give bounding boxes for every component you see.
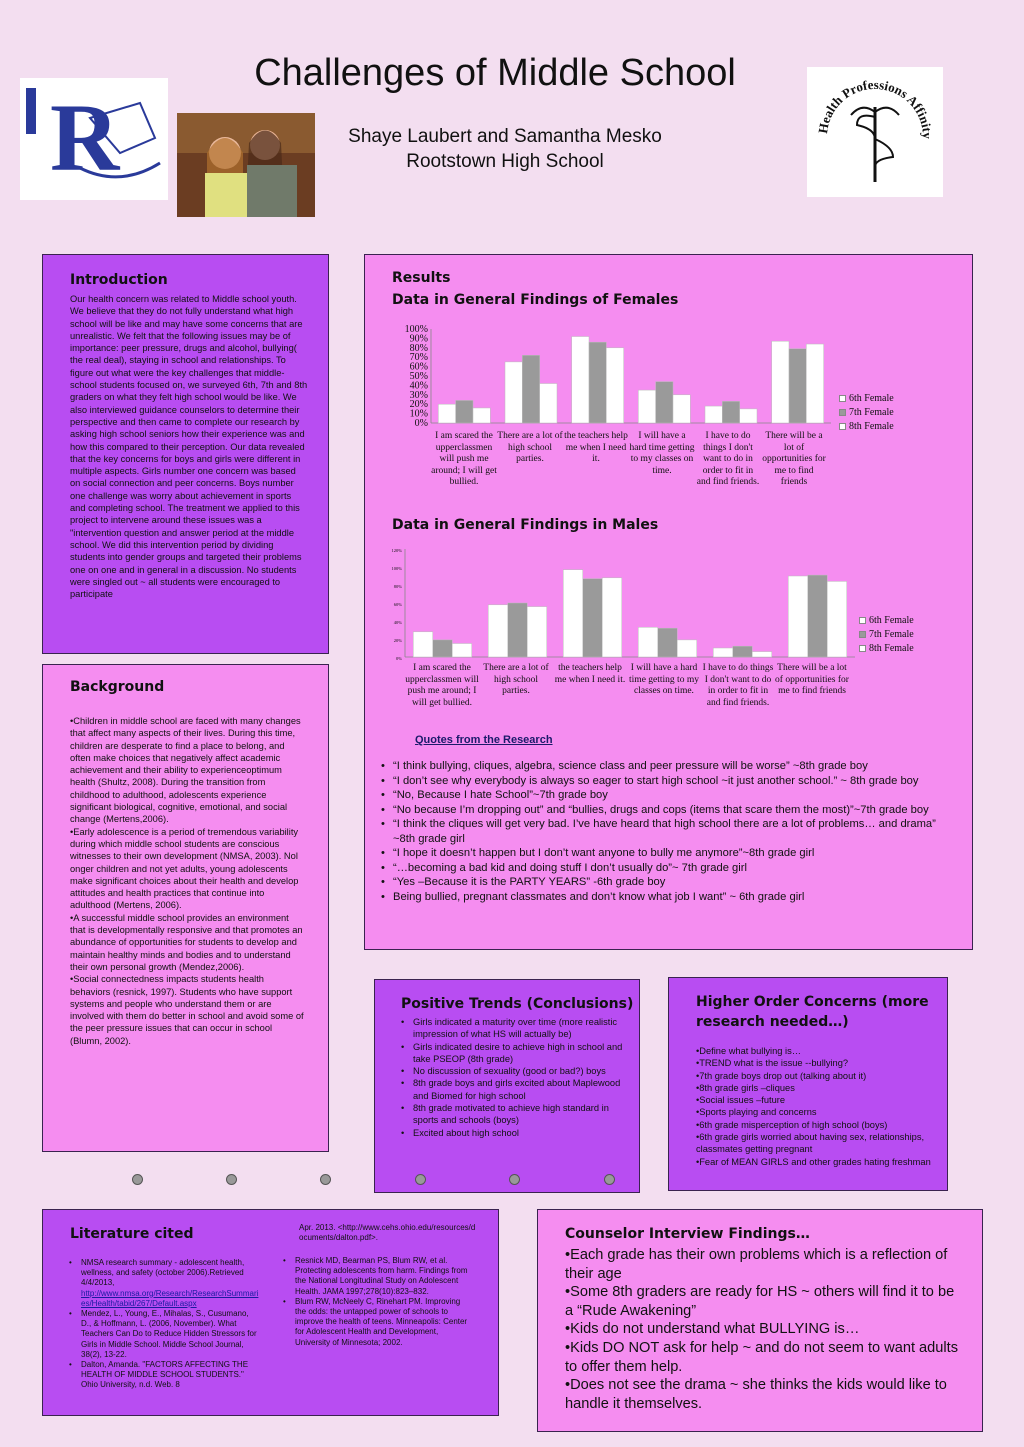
y-tick-label: 60% <box>393 602 402 607</box>
bar-6th-female <box>705 406 722 423</box>
bar-7th-female <box>522 355 539 423</box>
y-tick-label: 40% <box>409 380 428 392</box>
category-label: the teachers help me when I need it. <box>564 431 628 464</box>
background-heading: Background <box>70 679 165 695</box>
counselor-heading: Counselor Interview Findings… <box>565 1226 810 1242</box>
category-label: There are a lot of high school parties. <box>497 431 563 464</box>
bar-7th-female <box>658 628 678 657</box>
females-legend <box>839 391 894 433</box>
concern-item: •Fear of MEAN GIRLS and other grades hating freshman <box>696 1156 931 1167</box>
reference-link[interactable]: http://www.nmsa.org/Research/ResearchSummaries/Health/tabid/267/Default.aspx <box>81 1288 259 1308</box>
reference-item: • Dalton, Amanda. "FACTORS AFFECTING THE HEALTH OF MIDDLE SCHOOL STUDENTS." Ohio University, n.d. Web. 8 <box>69 1360 259 1391</box>
bar-7th-female <box>789 349 806 423</box>
males-legend <box>859 613 914 655</box>
legend-swatch <box>859 631 866 638</box>
results-heading: Results <box>392 270 451 286</box>
females-category-labels <box>431 431 831 489</box>
y-tick-label: 40% <box>393 620 402 625</box>
concerns-list <box>696 1045 936 1168</box>
bar-6th-female <box>638 627 658 657</box>
author-photo <box>177 113 315 217</box>
legend-item: 7th Female <box>859 627 914 641</box>
bar-6th-female <box>505 362 522 423</box>
y-tick-label: 20% <box>409 399 428 411</box>
bar-8th-female <box>752 652 772 657</box>
literature-heading: Literature cited <box>70 1226 194 1242</box>
concern-item: •6th grade misperception of high school (boys) <box>696 1119 888 1130</box>
conclusion-item: • 8th grade motivated to achieve high standard in sports and schools (boys) <box>401 1102 623 1127</box>
literature-panel <box>42 1209 499 1416</box>
bar-8th-female <box>540 384 557 423</box>
literature-right-list <box>283 1256 473 1348</box>
reference-item: • NMSA research summary - adolescent health, wellness, and safety (october 2006).Retrieved 4/4/2013, http://www.nmsa.org/Research/ResearchSummaries/Health/tabid/267/Default.aspx <box>69 1258 259 1309</box>
counselor-list <box>565 1246 965 1413</box>
background-list <box>70 715 305 1047</box>
category-label: There will be a lot of opportunities for me to find friends <box>762 431 826 487</box>
poster-authors: Shaye Laubert and Samantha Mesko <box>348 126 662 147</box>
concern-item: •8th grade girls –cliques <box>696 1082 795 1093</box>
y-tick-label: 80% <box>393 584 402 589</box>
category-label: the teachers help me when I need it. <box>554 663 626 685</box>
concern-item: •Social issues –future <box>696 1095 786 1106</box>
introduction-text: Our health concern was related to Middle school youth. We believe that they do not fully understand what high school will be like and may have some concerns that are unrealistic. We felt that the following issues may be of importance: peer pressure, drugs and alcohol, bullying( the real deal), staying in school and relationships. To figure out what were the key challenges that middle-school students focused on, we surveyed 6th, 7th and 8th graders on what they felt high school would be like. We also interviewed guidance counselors to determine their perspective and then came to complete our research by asking high school seniors how their experience was and how this compared to their perception. Our data revealed that the key concerns for boys and girls were different in multiple aspects. Girls number one concern was based on social connection and peer concerns. Boys number one challenge was worry about achievement in sports and completing school. The treatment we applied to this project to intervene around these issues was a "intervention question and answer period at the middle school. We did this intervention period by dividing students into gender groups and targeted their problems one on one and in general in a discussion. No students were singled out ~ all students were encouraged to participate <box>70 294 308 600</box>
bar-6th-female <box>572 337 589 423</box>
concern-item: •6th grade girls worried about having sex, relationships, classmates getting pregnant <box>696 1132 925 1155</box>
school-logo <box>20 78 168 200</box>
health-professions-logo <box>807 67 943 197</box>
bar-8th-female <box>673 395 690 423</box>
bar-6th-female <box>438 404 455 423</box>
y-tick-label: 100% <box>391 566 402 571</box>
background-item: •Early adolescence is a period of tremendous variability during which middle school students are conscious witnesses to their own development (NMSA, 2003). Nol onger children and not yet adults, young adolescents make significant choices about their health and develop attitudes and health practices that continue into adulthood (Mertens, 2006). <box>70 826 299 911</box>
bar-6th-female <box>788 576 808 657</box>
y-tick-label: 0% <box>396 656 402 661</box>
decorative-dot <box>415 1174 426 1185</box>
bar-6th-female <box>563 570 583 657</box>
introduction-panel <box>42 254 329 654</box>
females-chart <box>385 321 835 427</box>
counselor-item: •Does not see the drama ~ she thinks the kids would like to handle it themselves. <box>565 1377 947 1412</box>
category-label: There are a lot of high school parties. <box>483 663 549 696</box>
quote-item: • “…becoming a bad kid and doing stuff I don’t usually do”~ 7th grade girl <box>381 861 961 876</box>
y-tick-label: 30% <box>409 389 428 401</box>
conclusion-item: • No discussion of sexuality (good or bad?) boys <box>401 1065 623 1077</box>
conclusions-heading: Positive Trends (Conclusions) <box>401 996 634 1012</box>
y-tick-label: 100% <box>404 324 428 335</box>
bar-8th-female <box>740 409 757 423</box>
reference-item: • Blum RW, McNeely C, Rinehart PM. Improving the odds: the untapped power of schools to improve the health of teens. Minneapolis: Center for Adolescent Health and Development, University of Minnesota; 2002. <box>283 1297 473 1348</box>
y-tick-label: 50% <box>409 371 428 382</box>
conclusion-item: • Girls indicated desire to achieve high in school and take PSEOP (8th grade) <box>401 1041 623 1066</box>
y-tick-label: 80% <box>409 342 428 354</box>
concern-item: •7th grade boys drop out (talking about it) <box>696 1070 867 1081</box>
literature-left-list <box>69 1258 259 1391</box>
category-label: I will have a hard time getting to my classes on time. <box>629 663 699 696</box>
category-label: I have to do things I don't want to do in order to fit in and find friends. <box>696 431 760 487</box>
poster-title: Challenges of Middle School <box>254 52 736 94</box>
background-item: •Children in middle school are faced with many changes that affect many aspects of their lives. During this time, children are desperate to find a place to belong, and often make choices that negatively affect academic achievement and their ability to experienceoptimum health (Shultz, 2008). During the transition from childhood to adulthood, adolescents experience significant biological, cognitive, emotional, and social change (Mertens,2006). <box>70 716 301 825</box>
y-tick-label: 90% <box>409 333 428 345</box>
bar-6th-female <box>713 648 733 657</box>
conclusion-item: • Girls indicated a maturity over time (more realistic impression of what HS will actually be) <box>401 1016 623 1041</box>
legend-swatch <box>859 645 866 652</box>
results-panel <box>364 254 973 950</box>
quote-item: • “I think bullying, cliques, algebra, science class and peer pressure will be worse” ~8th grade boy <box>381 759 961 774</box>
decorative-dot <box>604 1174 615 1185</box>
bar-8th-female <box>827 581 847 657</box>
males-category-labels <box>405 663 855 709</box>
y-tick-label: 60% <box>409 361 428 373</box>
background-panel <box>42 664 329 1152</box>
quote-item: • “I don’t see why everybody is always so eager to start high school ~it just another school.” ~ 8th grade boy <box>381 774 961 789</box>
legend-swatch <box>839 423 846 430</box>
chart1-title: Data in General Findings of Females <box>392 292 679 308</box>
category-label: I have to do things I don't want to do in order to fit in and find friends. <box>702 663 774 708</box>
svg-text:R: R <box>50 84 120 191</box>
bar-6th-female <box>772 341 789 423</box>
literature-right-intro: Apr. 2013. <http://www.cehs.ohio.edu/resources/documents/dalton.pdf>. <box>299 1223 476 1243</box>
conclusions-list <box>401 1016 623 1139</box>
counselor-item: •Each grade has their own problems which is a reflection of their age <box>565 1247 948 1282</box>
decorative-dot <box>509 1174 520 1185</box>
bar-8th-female <box>677 640 697 657</box>
legend-item: 6th Female <box>859 613 914 627</box>
bar-6th-female <box>638 390 655 423</box>
quote-item: • “I hope it doesn’t happen but I don’t want anyone to bully me anymore”~8th grade girl <box>381 846 961 861</box>
bar-8th-female <box>602 578 622 657</box>
decorative-dot <box>226 1174 237 1185</box>
background-item: •A successful middle school provides an environment that is developmentally responsive and that promotes an abundance of opportunities for students to develop and maintain healthy minds and bodies and to understand their own personal growth (Mendez,2006). <box>70 912 303 972</box>
counselor-item: •Kids DO NOT ask for help ~ and do not seem to want adults to offer them help. <box>565 1339 958 1375</box>
legend-item: 7th Female <box>839 405 894 419</box>
counselor-panel <box>537 1209 983 1432</box>
conclusions-panel <box>374 979 640 1193</box>
bar-8th-female <box>606 348 623 423</box>
bar-8th-female <box>473 408 490 423</box>
legend-swatch <box>839 395 846 402</box>
bar-7th-female <box>656 382 673 423</box>
counselor-item: •Kids do not understand what BULLYING is… <box>565 1321 860 1338</box>
bar-7th-female <box>433 640 453 657</box>
quote-item: • “No, Because I hate School”~7th grade boy <box>381 788 961 803</box>
introduction-heading: Introduction <box>70 272 168 288</box>
reference-item: • Mendez, L., Young, E., Mihalas, S., Cusumano, D., & Hoffmann, L. (2006, November). What Teachers Can Do to Reduce Hidden Stressors for Girls in Middle School. Middle School Journal, 38(2), 13-22. <box>69 1309 259 1360</box>
background-item: •Social connectedness impacts students health behaviors (resnick, 1997). Students who have support systems and people who understand them or are involved with them do better in school and avoid some of the peer pressure issues that can occur in school (Blumn, 2002). <box>70 974 304 1046</box>
legend-item: 6th Female <box>839 391 894 405</box>
category-label: I am scared the upperclassmen will push me around; I will get bullied. <box>431 431 497 487</box>
legend-swatch <box>839 409 846 416</box>
bar-7th-female <box>722 401 739 423</box>
concern-item: •Define what bullying is… <box>696 1046 802 1056</box>
concerns-panel <box>668 977 948 1191</box>
bar-7th-female <box>808 575 828 657</box>
poster-school: Rootstown High School <box>406 151 604 172</box>
conclusion-item: • 8th grade boys and girls excited about Maplewood and Biomed for high school <box>401 1077 623 1102</box>
bar-6th-female <box>488 605 508 657</box>
quotes-list <box>381 759 961 904</box>
category-label: I am scared the upperclassmen will push me around; I will get bullied. <box>405 663 479 708</box>
bar-7th-female <box>456 400 473 423</box>
decorative-dot <box>132 1174 143 1185</box>
y-tick-label: 120% <box>391 548 402 553</box>
quote-item: • “No because I’m dropping out” and “bullies, drugs and cops (items that scare them the most)”~7th grade boy <box>381 803 961 818</box>
bar-7th-female <box>583 579 603 657</box>
concerns-heading: Higher Order Concerns (more research needed…) <box>696 994 929 1030</box>
quotes-heading: Quotes from the Research <box>415 734 553 746</box>
counselor-item: •Some 8th graders are ready for HS ~ others will find it to be a “Rude Awakening” <box>565 1284 955 1319</box>
quote-item: • “Yes –Because it is the PARTY YEARS” -6th grade boy <box>381 875 961 890</box>
males-chart <box>385 543 855 661</box>
quote-item: • Being bullied, pregnant classmates and don’t know what job I want” ~ 6th grade girl <box>381 890 961 905</box>
bar-6th-female <box>413 632 433 657</box>
concern-item: •Sports playing and concerns <box>696 1107 817 1118</box>
category-label: There will be a lot of opportunities for me to find friends <box>775 663 849 696</box>
y-tick-label: 70% <box>409 352 428 364</box>
legend-item: 8th Female <box>859 641 914 655</box>
bar-8th-female <box>452 644 472 658</box>
reference-item: • Resnick MD, Bearman PS, Blum RW, et al. Protecting adolescents from harm. Findings from the National Longitudinal Study on Adolescent Health. JAMA 1997;278(10):823–832. <box>283 1256 473 1297</box>
poster-authors-block <box>300 124 710 174</box>
bar-8th-female <box>527 607 547 657</box>
conclusion-item: • Excited about high school <box>401 1127 623 1139</box>
bar-8th-female <box>806 344 823 423</box>
bar-7th-female <box>508 603 528 657</box>
quote-item: • “I think the cliques will get very bad. I’ve have heard that high school there are a lot of problems… and drama” ~8th grade girl <box>381 817 961 846</box>
svg-text:Health Professions Affinity Co: Health Professions Affinity <box>814 76 936 140</box>
category-label: I will have a hard time getting to my classes on time. <box>629 431 695 476</box>
y-tick-label: 10% <box>409 408 428 420</box>
chart2-title: Data in General Findings in Males <box>392 517 659 533</box>
y-tick-label: 20% <box>393 638 402 643</box>
legend-item: 8th Female <box>839 419 894 433</box>
concern-item: •TREND what is the issue --bullying? <box>696 1058 849 1069</box>
y-tick-label: 0% <box>414 418 428 427</box>
bar-7th-female <box>589 342 606 423</box>
bar-7th-female <box>733 646 753 657</box>
decorative-dot <box>320 1174 331 1185</box>
legend-swatch <box>859 617 866 624</box>
